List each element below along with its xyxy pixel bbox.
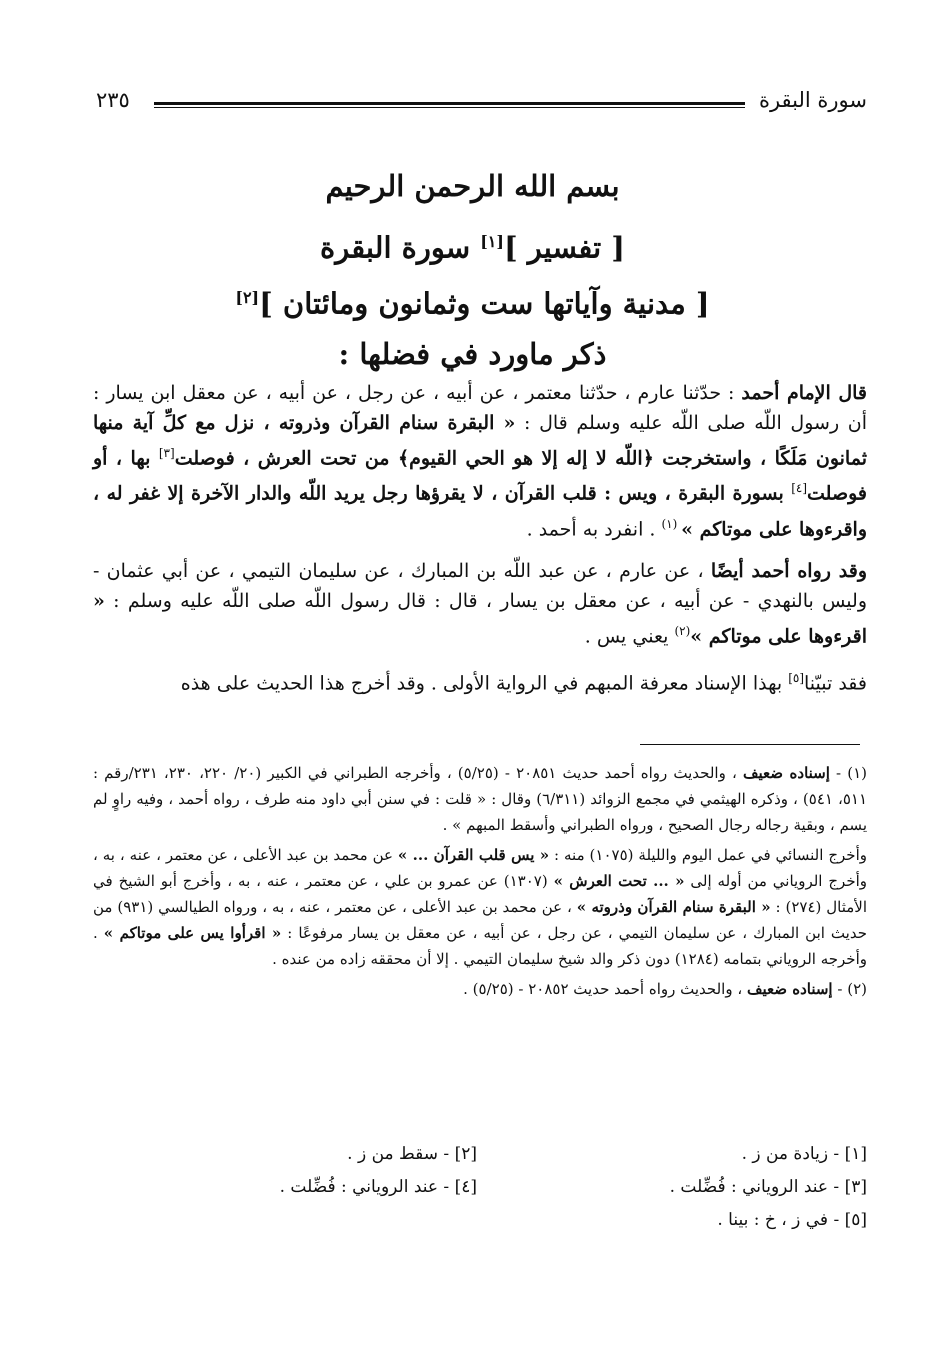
text-run: . انفرد به أحمد . — [526, 517, 662, 540]
editor-note-1: [١] - زيادة من ز . — [741, 1144, 867, 1164]
footnote-ref: [٥] — [788, 671, 805, 686]
paragraph-2 — [93, 556, 867, 651]
grading: إسناده ضعيف — [746, 980, 833, 998]
paragraph-3 — [93, 663, 867, 698]
footnote-number: (١) - — [829, 764, 868, 782]
text-run: بهذا الإسناد معرفة المبهم في الرواية الأولى . وقد أخرج هذا الحديث على هذه — [180, 672, 789, 695]
surah-running-title: سورة البقرة — [758, 88, 867, 112]
footnote-text: عن محمد بن عبد الأعلى ، عن معتمر ، عنه ، به ، وأخرج الروياني من أوله إلى — [93, 846, 868, 890]
quoted-text: « يس قلب القرآن ... » — [397, 846, 550, 864]
text-run: يعني يس . — [584, 625, 675, 648]
hadith-text: بها ، أو فوصلت — [93, 447, 867, 505]
footnote-ref: (١) — [661, 516, 682, 531]
hadith-text: بسورة البقرة ، ويس : قلب القرآن ، لا يقرؤها رجل يريد اللّه والدار الآخرة إلا غفر له ، واقرءوها على موتاكم » — [93, 482, 867, 540]
tafsir-heading — [80, 214, 865, 270]
footnote-text: ، والحديث رواه أحمد حديث ٢٠٨٥٢ - (٥/٢٥) . — [463, 980, 747, 998]
footnote-2 — [93, 976, 867, 1002]
header-rule — [154, 102, 745, 108]
text-run: : حدّثنا عارم ، حدّثنا معتمر ، عن أبيه ، عن رجل ، عن أبيه ، عن معقل ابن يسار : أن رسول اللّه صلى اللّه عليه وسلم قال : — [93, 382, 867, 434]
footnote-1 — [93, 760, 867, 838]
footnote-text: ، والحديث رواه أحمد حديث ٢٠٨٥١ - (٥/٢٥) ، وأخرجه الطبراني في الكبير (٢٠/ ٢٢٠، ٢٣٠، ٢٣١/رقم : ٥١١، ٥٤١) ، وذكره الهيثمي في مجمع الزوائد (٦/٣١١) وقال : « قلت : في سنن أبي داود منه طرف ، رواه أحمد ، وفيه راوٍ لم يسم ، وبقية رجاله رجال الصحيح ، ورواه الطبراني وأسقط المبهم » . — [93, 764, 867, 834]
editor-note-2: [٢] - سقط من ز . — [347, 1144, 477, 1164]
footnote-text: ، عن محمد بن عبد الأعلى ، عن معتمر ، عنه ، به ، ورواه الطيالسي (٩٣١) من حديث ابن المبارك ، عن سليمان التيمي ، عن رجل ، عن أبيه ، عن معقل بن يسار مرفوعًا : — [93, 898, 867, 942]
editor-note-4: [٤] - عند الروياني : فُضِّلت . — [279, 1177, 477, 1197]
madaniya-text: [ مدنية وآياتها ست وثمانون ومائتان ] — [259, 286, 710, 321]
footnote-separator — [640, 744, 860, 745]
text-run: فقد تبيّنا — [804, 672, 867, 695]
basmala: بسم الله الرحمن الرحيم — [325, 169, 620, 203]
tafsir-bracket: [ تفسير ] — [503, 230, 625, 265]
quoted-text: « اقرأوا يس على موتاكم » — [103, 924, 282, 942]
hadith-text: « البقرة سنام القرآن وذروته ، نزل مع كلِّ آية منها ثمانون مَلَكًا ، واستخرجت ﴿اللّه لا إله إلا هو الحي القيوم﴾ من تحت العرش ، فوصلت — [93, 412, 867, 470]
bold-lead: قال الإمام أحمد — [741, 382, 868, 404]
madaniya-heading — [80, 270, 865, 326]
virtues-heading: ذكر ماورد في فضلها : — [338, 337, 607, 371]
chapter-headings — [80, 158, 865, 382]
footnote-text: (١٣٠٧) عن عمرو بن علي ، عن معتمر ، عنه ، به ، وأخرج أبو الشيخ في الأمثال (٢٧٤) : — [93, 872, 868, 916]
footnote-ref: [٤] — [791, 481, 808, 496]
running-header — [96, 88, 867, 122]
surah-title: سورة البقرة — [320, 230, 481, 265]
main-text — [93, 378, 867, 711]
bold-lead: وقد رواه أحمد أيضًا — [710, 559, 867, 582]
text-run: ، عن عارم ، عن عبد اللّه بن المبارك ، عن سليمان التيمي ، عن أبي عثمان - وليس بالنهدي - عن أبيه ، عن معقل بن يسار ، قال : قال رسول اللّه صلى اللّه عليه وسلم : — [93, 559, 867, 612]
footnote-ref: (٢) — [674, 623, 691, 638]
footnote-ref: [٣] — [158, 446, 175, 460]
footnote-number: (٢) - — [832, 980, 867, 998]
footnote-ref: [٢] — [235, 288, 260, 307]
editor-note-3: [٣] - عند الروياني : فُضِّلت . — [669, 1177, 867, 1197]
footnote-text: . وأخرجه الروياني بتمامه (١٢٨٤) دون ذكر والد شيخ سليمان التيمي . إلا أن محققه زاده من عنده . — [93, 924, 867, 968]
footnote-text: وأخرج النسائي في عمل اليوم والليلة (١٠٧٥) منه : — [549, 846, 867, 864]
footnote-1-continued — [93, 842, 867, 972]
page-number: ٢٣٥ — [96, 88, 130, 112]
editor-note-5: [٥] - في ز ، خ : بينا . — [717, 1210, 867, 1230]
paragraph-1 — [93, 378, 867, 544]
hadith-text: « اقرءوها على موتاكم » — [93, 589, 867, 648]
quoted-text: « ... تحت العرش » — [553, 872, 685, 890]
quoted-text: « البقرة سنام القرآن وذروته » — [576, 898, 771, 916]
footnotes — [93, 760, 867, 1006]
grading: إسناده ضعيف — [742, 764, 830, 782]
footnote-ref: [١] — [480, 232, 504, 251]
